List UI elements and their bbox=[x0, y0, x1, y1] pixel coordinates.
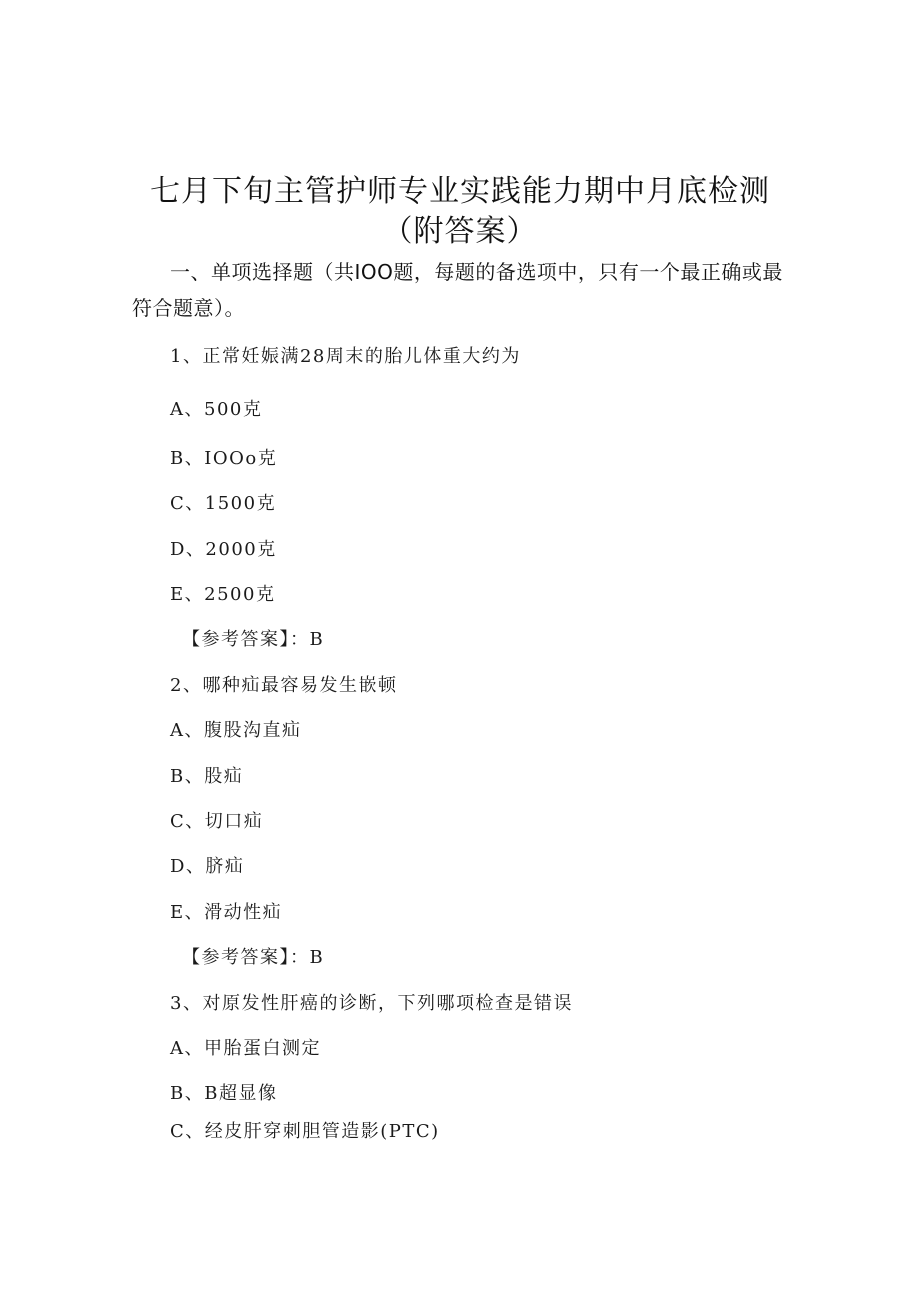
question-stem: 3、对原发性肝癌的诊断，下列哪项检查是错误 bbox=[170, 993, 573, 1014]
option-e: E、2500克 bbox=[170, 584, 276, 605]
document-subtitle: （附答案） bbox=[382, 214, 538, 249]
option-b: B、IOOo克 bbox=[170, 448, 278, 469]
answer-key: 【参考答案】：B bbox=[182, 947, 325, 968]
option-c: C、经皮肝穿刺胆管造影(PTC) bbox=[170, 1121, 440, 1142]
option-d: D、2000克 bbox=[170, 539, 277, 560]
option-b: B、B超显像 bbox=[170, 1083, 278, 1104]
option-a: A、500克 bbox=[170, 399, 263, 420]
question-stem: 1、正常妊娠满28周末的胎儿体重大约为 bbox=[170, 346, 521, 367]
option-c: C、切口疝 bbox=[170, 811, 264, 832]
option-a: A、甲胎蛋白测定 bbox=[170, 1038, 321, 1059]
question-stem: 2、哪种疝最容易发生嵌顿 bbox=[170, 675, 398, 696]
answer-key: 【参考答案】：B bbox=[182, 629, 325, 650]
option-b: B、股疝 bbox=[170, 766, 244, 787]
section-header: 一、单项选择题（共IOO题，每题的备选项中，只有一个最正确或最符合题意）。 bbox=[132, 260, 783, 320]
option-e: E、滑动性疝 bbox=[170, 902, 283, 923]
option-d: D、脐疝 bbox=[170, 856, 245, 877]
document-title: 七月下旬主管护师专业实践能力期中月底检测 bbox=[150, 174, 770, 209]
option-a: A、腹股沟直疝 bbox=[170, 720, 302, 741]
option-c: C、1500克 bbox=[170, 493, 277, 514]
